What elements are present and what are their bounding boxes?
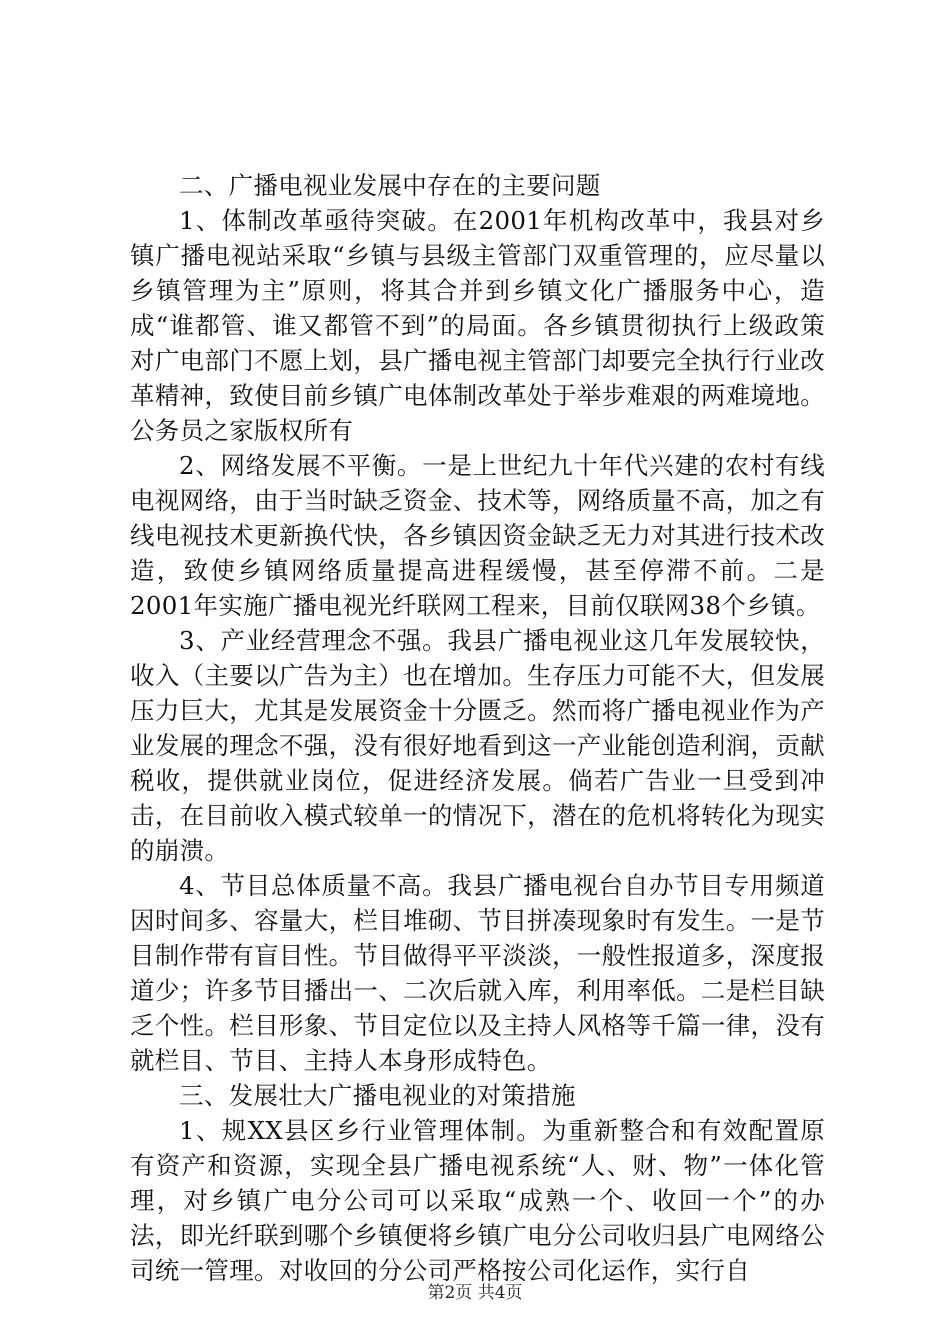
paragraph-management-system: 1、规XX县区乡行业管理体制。为重新整合和有效配置原有资产和资源，实现全县广播电视系统“人、财、物”一体化管理，对乡镇广电分公司可以采取“成熟一个、收回一个”的办法，即光纤联到哪个乡镇便将乡镇广电分公司收归县广电网络公司统一管理。对收回的分公司严格按公司化运作，实行自 <box>130 1116 825 1285</box>
section-heading-2: 二、广播电视业发展中存在的主要问题 <box>179 171 601 200</box>
page-number-footer: 第2页 共4页 <box>427 1283 523 1303</box>
paragraph-program-quality: 4、节目总体质量不高。我县广播电视台自办节目专用频道因时间多、容量大，栏目堆砌、节目拼凑现象时有发生。一是节目制作带有盲目性。节目做得平平淡淡，一般性报道多，深度报道少；许多节目播出一、二次后就入库，利用率低。二是栏目缺乏个性。栏目形象、节目定位以及主持人风格等千篇一律，没有就栏目、节目、主持人本身形成特色。 <box>130 871 825 1075</box>
section-heading-3: 三、发展壮大广播电视业的对策措施 <box>179 1081 576 1110</box>
document-body <box>130 168 825 1288</box>
paragraph-system-reform: 1、体制改革亟待突破。在2001年机构改革中，我县对乡镇广播电视站采取“乡镇与县级主管部门双重管理的，应尽量以乡镇管理为主”原则，将其合并到乡镇文化广播服务中心，造成“谁都管、谁又都管不到”的局面。各乡镇贯彻执行上级政策对广电部门不愿上划，县广播电视主管部门却要完全执行行业改革精神，致使目前乡镇广电体制改革处于举步难艰的两难境地。公务员之家版权所有 <box>130 206 825 445</box>
paragraph-industry-concept: 3、产业经营理念不强。我县广播电视业这几年发展较快，收入（主要以广告为主）也在增加。生存压力可能不大，但发展压力巨大，尤其是发展资金十分匮乏。然而将广播电视业作为产业发展的理念不强，没有很好地看到这一产业能创造利润，贡献税收，提供就业岗位，促进经济发展。倘若广告业一旦受到冲击，在目前收入模式较单一的情况下，潜在的危机将转化为现实的崩溃。 <box>130 626 825 865</box>
paragraph-network-development: 2、网络发展不平衡。一是上世纪九十年代兴建的农村有线电视网络，由于当时缺乏资金、技术等，网络质量不高，加之有线电视技术更新换代快，各乡镇因资金缺乏无力对其进行技术改造，致使乡镇网络质量提高进程缓慢，甚至停滞不前。二是2001年实施广播电视光纤联网工程来，目前仅联网38个乡镇。 <box>130 451 825 620</box>
